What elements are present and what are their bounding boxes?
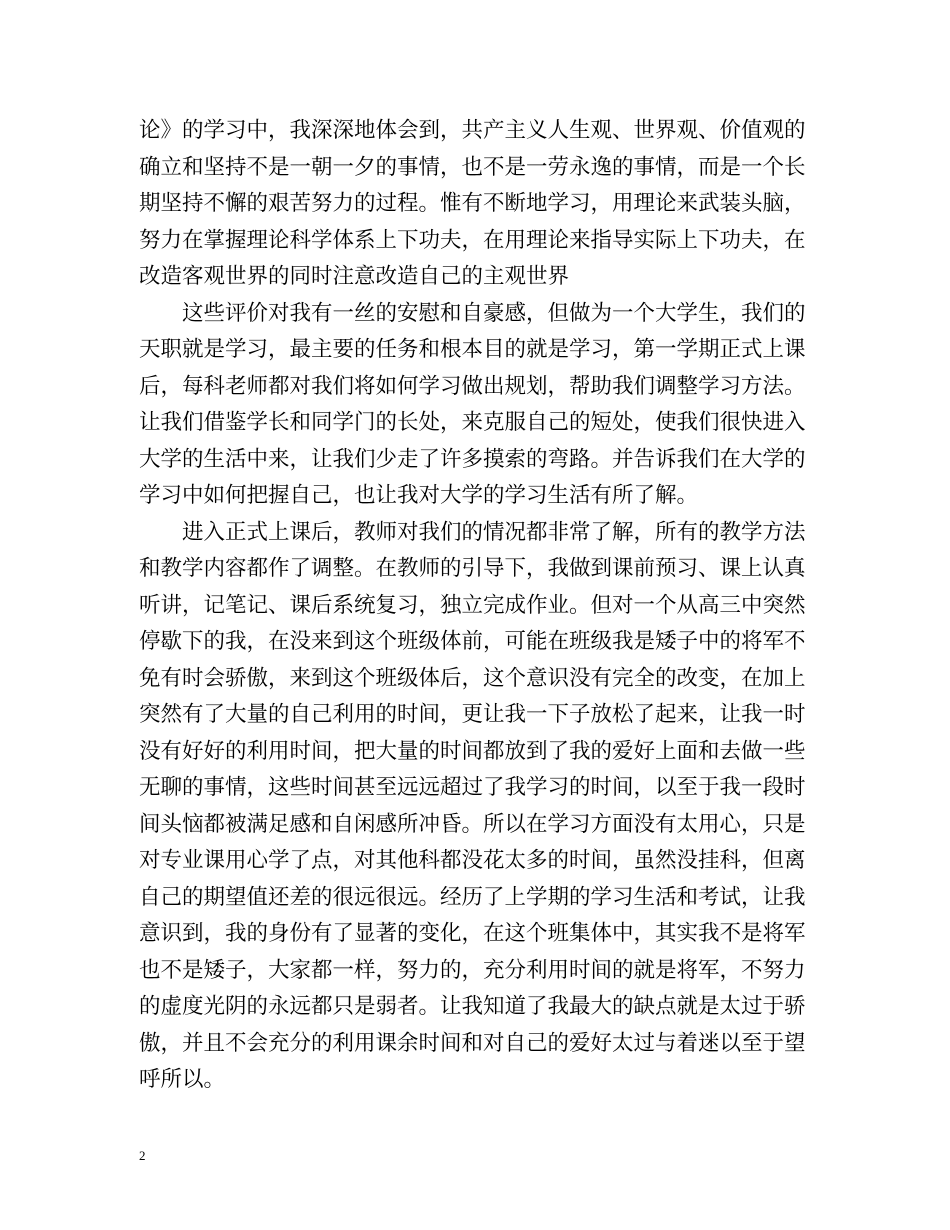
text-line: 努力在掌握理论科学体系上下功夫，在用理论来指导实际上下功夫，在 bbox=[139, 227, 806, 253]
text-line: 大学的生活中来，让我们少走了许多摸索的弯路。并告诉我们在大学的 bbox=[139, 446, 806, 472]
text-line: 的虚度光阴的永远都只是弱者。让我知道了我最大的缺点就是太过于骄 bbox=[139, 994, 806, 1019]
text-line: 停歇下的我，在没来到这个班级体前，可能在班级我是矮子中的将军不 bbox=[139, 629, 806, 654]
text-line: 呼所以。 bbox=[139, 1067, 226, 1092]
text-line: 突然有了大量的自己利用的时间，更让我一下子放松了起来，让我一时 bbox=[139, 702, 806, 727]
text-line: 学习中如何把握自己，也让我对大学的学习生活有所了解。 bbox=[139, 483, 699, 508]
text-line: 期坚持不懈的艰苦努力的过程。惟有不断地学习，用理论来武装头脑， bbox=[139, 191, 806, 216]
page-number: 2 bbox=[139, 1148, 146, 1163]
text-line: 没有好好的利用时间，把大量的时间都放到了我的爱好上面和去做一些 bbox=[139, 738, 806, 764]
text-line: 自己的期望值还差的很远很远。经历了上学期的学习生活和考试，让我 bbox=[139, 884, 806, 910]
text-line: 天职就是学习，最主要的任务和根本目的就是学习，第一学期正式上课 bbox=[139, 337, 806, 362]
text-line: 听讲，记笔记、课后系统复习，独立完成作业。但对一个从高三中突然 bbox=[139, 592, 806, 618]
text-line: 也不是矮子，大家都一样，努力的，充分利用时间的就是将军，不努力 bbox=[139, 957, 806, 983]
text-line: 进入正式上课后，教师对我们的情况都非常了解，所有的教学方法 bbox=[182, 519, 806, 545]
text-line: 对专业课用心学了点，对其他科都没花太多的时间，虽然没挂科，但离 bbox=[139, 848, 806, 873]
body-text bbox=[139, 113, 814, 1099]
text-line: 傲，并且不会充分的利用课余时间和对自己的爱好太过与着迷以至于望 bbox=[139, 1030, 806, 1056]
text-line: 意识到，我的身份有了显著的变化，在这个班集体中，其实我不是将军 bbox=[139, 921, 806, 946]
text-line: 无聊的事情，这些时间甚至远远超过了我学习的时间，以至于我一段时 bbox=[139, 775, 806, 800]
text-line: 这些评价对我有一丝的安慰和自豪感，但做为一个大学生，我们的 bbox=[182, 300, 806, 326]
text-line: 间头恼都被满足感和自闲感所冲昏。所以在学习方面没有太用心，只是 bbox=[139, 811, 806, 837]
text-line: 改造客观世界的同时注意改造自己的主观世界 bbox=[139, 264, 570, 289]
text-line: 和教学内容都作了调整。在教师的引导下，我做到课前预习、课上认真 bbox=[139, 556, 806, 581]
text-line: 让我们借鉴学长和同学门的长处，来克服自己的短处，使我们很快进入 bbox=[139, 410, 806, 435]
text-line: 免有时会骄傲，来到这个班级体后，这个意识没有完全的改变，在加上 bbox=[139, 665, 806, 691]
text-line: 确立和坚持不是一朝一夕的事情，也不是一劳永逸的事情，而是一个长 bbox=[139, 154, 806, 180]
text-line: 论》的学习中，我深深地体会到，共产主义人生观、世界观、价值观的 bbox=[139, 118, 806, 143]
text-line: 后，每科老师都对我们将如何学习做出规划，帮助我们调整学习方法。 bbox=[139, 373, 806, 399]
